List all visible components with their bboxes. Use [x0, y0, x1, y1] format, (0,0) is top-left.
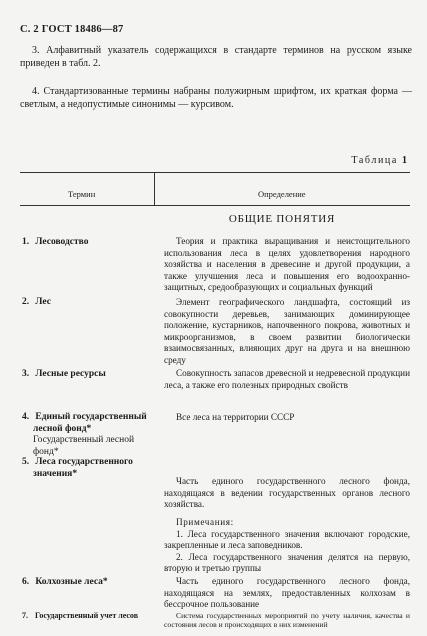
term-8 — [33, 626, 153, 627]
notes-title: Примечания: — [176, 517, 234, 527]
table-caption: Таблица 1 — [351, 155, 407, 166]
term-4: 4. Единый государственный лесной фонд* Государственный лесной фонд* — [22, 412, 147, 457]
page-header: С. 2 ГОСТ 18486—87 — [20, 24, 124, 35]
table-header-rule — [20, 205, 410, 206]
definition-5: Часть единого государственного лесного фонда, находящаяся в ведении государственных органов лесного хозяйства. — [164, 476, 410, 510]
definition-2: Элемент географического ландшафта, состоящий из совокупности деревьев, занимающих доминирующее положение, кустарников, напочвенного покрова, животных и микроорганизмов, в своем развитии биологически взаимосвязанных, влияющих друг на друга и на внешнюю среду — [164, 297, 410, 365]
term-5: 5. Леса государственного значения* — [22, 457, 133, 479]
note-1: 1. Леса государственного значения включают городские, закрепленные и леса заповедников. — [164, 528, 410, 551]
term-3: 3. Лесные ресурсы — [22, 369, 106, 379]
definition-4: Все леса на территории СССР — [176, 412, 295, 422]
definition-7: Система государственных мероприятий по учету наличия, качества и состояния лесов и происходящих в них изменений — [164, 611, 410, 630]
definition-6: Часть единого государственного лесного фонда, находящаяся на землях, предоставленных колхозам в бессрочное пользование — [164, 576, 410, 610]
definition-1: Теория и практика выращивания и неистощительного использования леса в целях удовлетворения народного хозяйства и населения в древесине и другой продукции, а также улучшения леса и повышения его водоохранно-защитных, средообразующих и социальных функций — [164, 236, 410, 293]
term-7: 7. Государственный учет лесов — [22, 611, 139, 620]
term-6: 6. Колхозные леса* — [22, 577, 108, 587]
column-header-term: Термин — [68, 189, 96, 199]
table-top-rule — [20, 172, 410, 173]
definition-5-notes — [164, 517, 410, 575]
paragraph-4: 4. Стандартизованные термины набраны полужирным шрифтом, их краткая форма — светлым, а недопустимые синонимы — курсивом. — [20, 86, 412, 111]
term-4-synonym: Государственный лесной фонд* — [33, 435, 135, 457]
term-1: 1. Лесоводство — [22, 237, 89, 247]
paragraph-3: 3. Алфавитный указатель содержащихся в стандарте терминов на русском языке приведен в табл. 2. — [20, 45, 412, 70]
note-2: 2. Леса государственного значения делятся на первую, вторую и третью группы — [164, 551, 410, 574]
definition-8 — [164, 626, 410, 627]
definition-3: Совокупность запасов древесной и недревесной продукции леса, а также его полезных природных свойств — [164, 368, 410, 390]
term-2: 2. Лес — [22, 297, 51, 307]
section-title: ОБЩИЕ ПОНЯТИЯ — [228, 213, 336, 225]
column-divider — [154, 172, 155, 205]
column-header-definition: Определение — [258, 189, 306, 199]
